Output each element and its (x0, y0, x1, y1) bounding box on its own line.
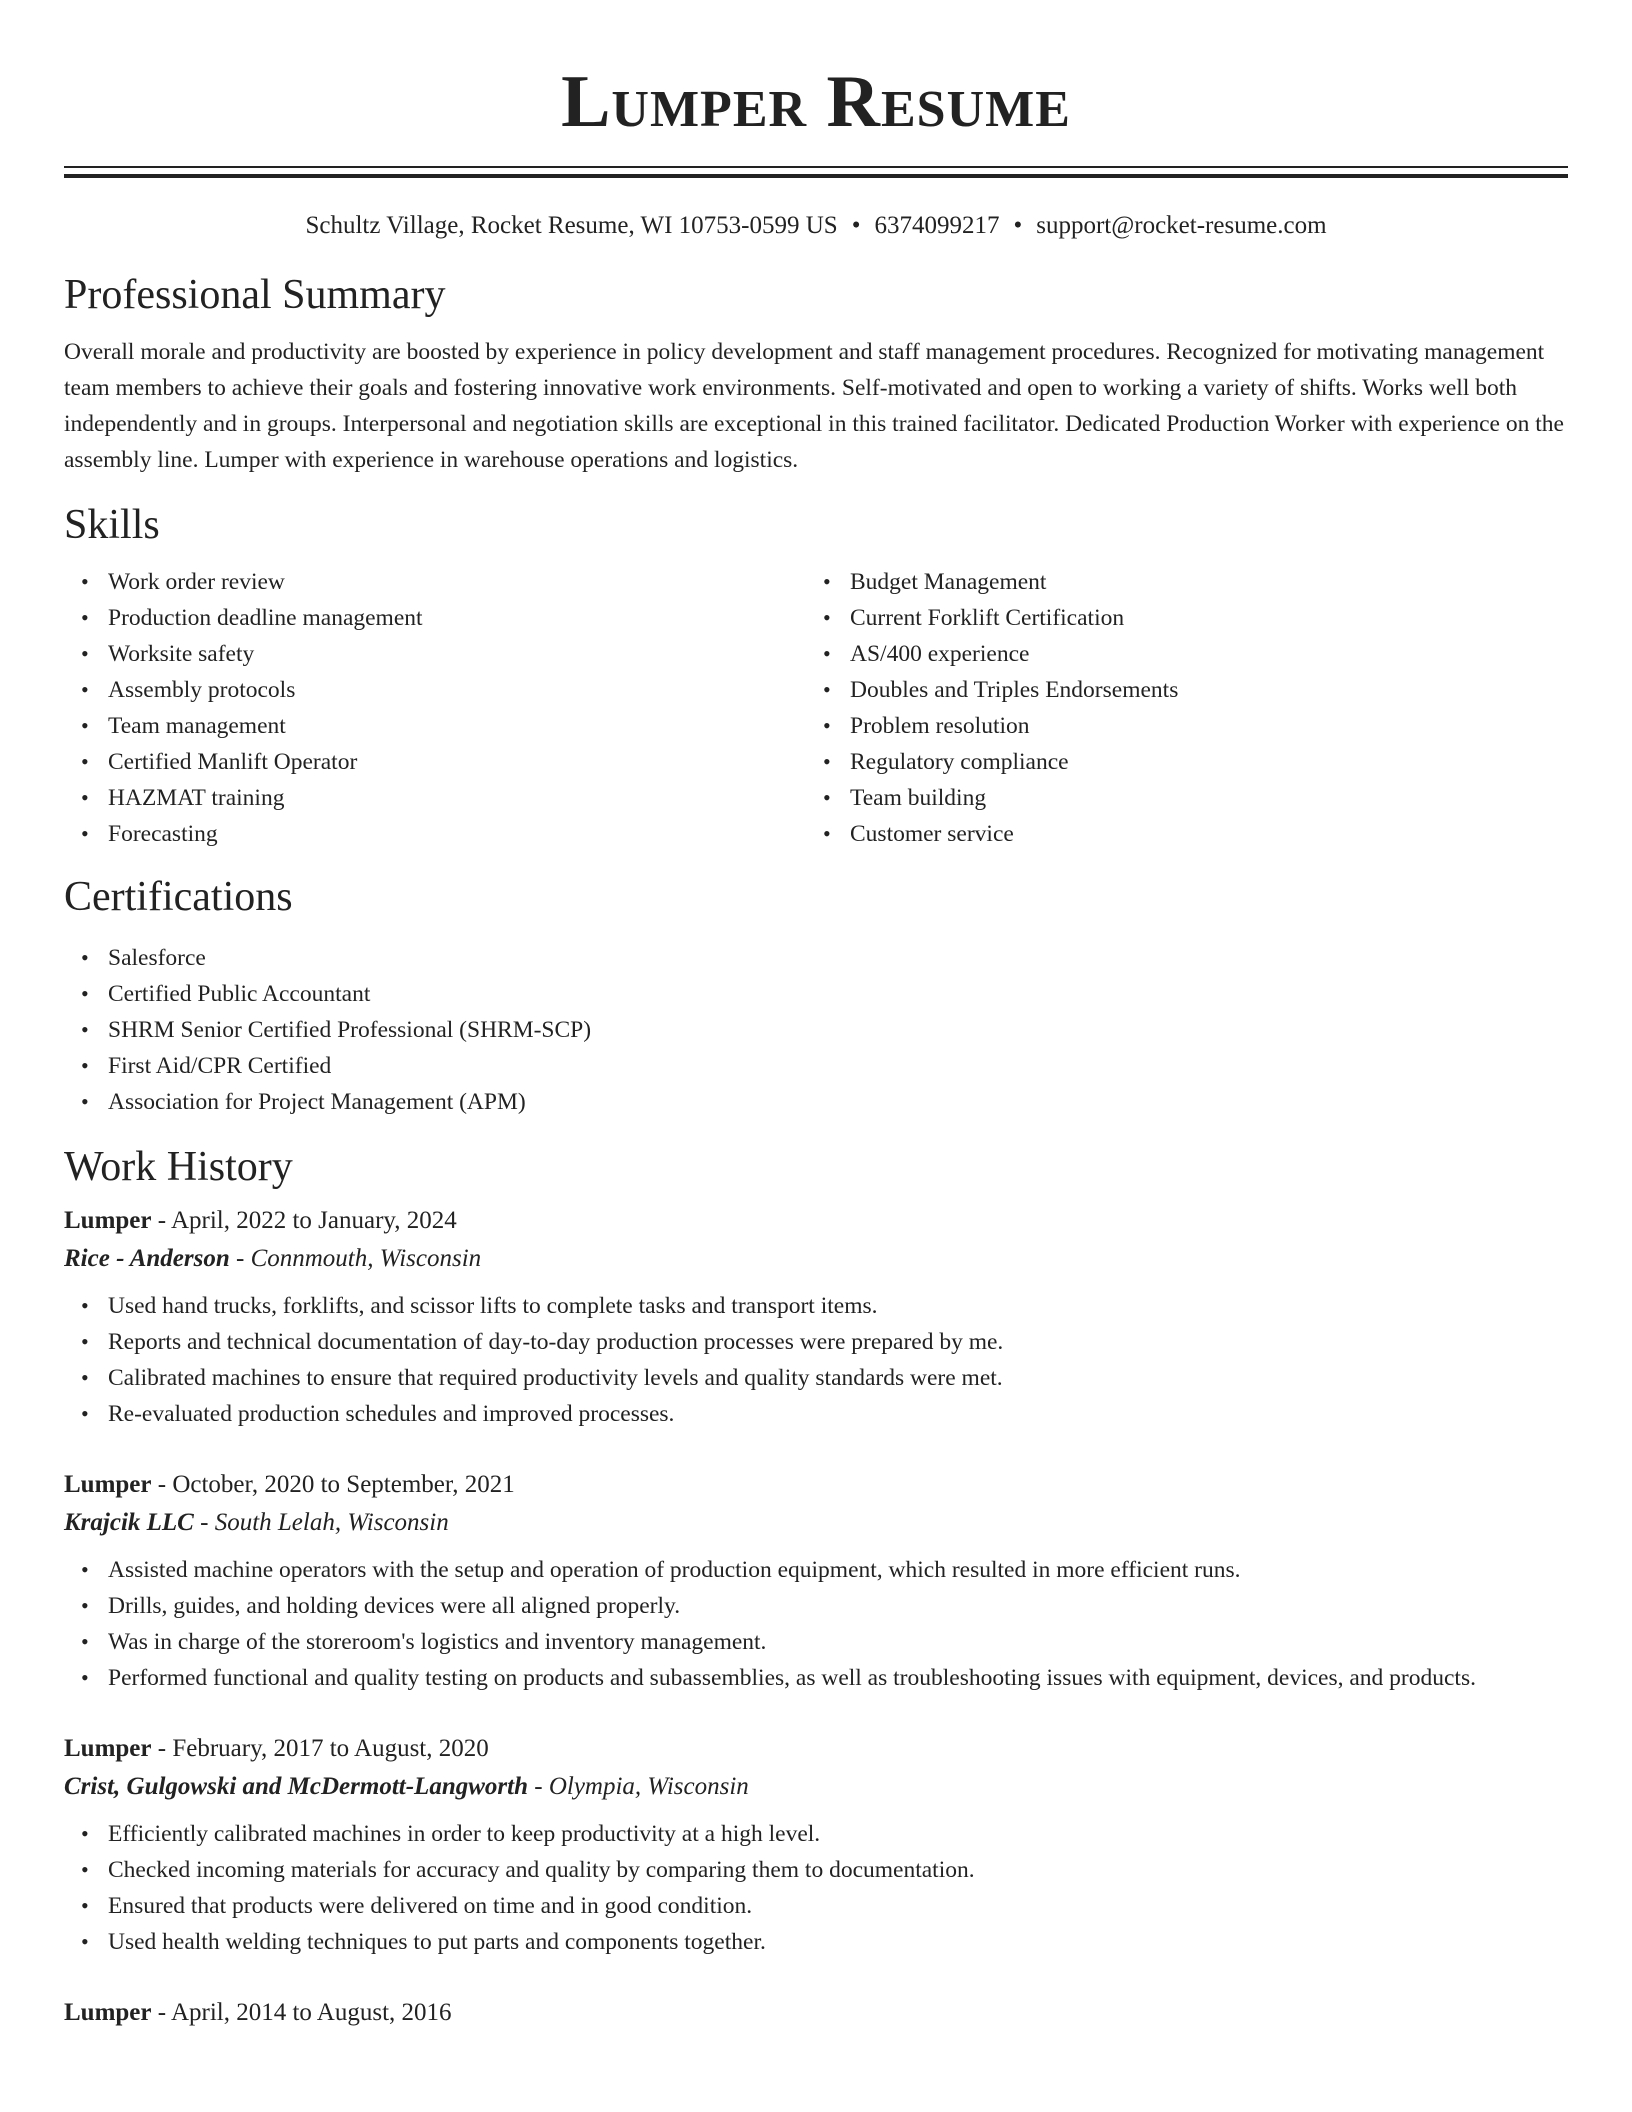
job-entry (64, 1466, 1568, 1696)
job-dates: October, 2020 to September, 2021 (172, 1471, 515, 1498)
job-dates: April, 2022 to January, 2024 (170, 1207, 457, 1234)
skill-item: • AS/400 experience (850, 636, 1548, 672)
skill-item: • Budget Management (850, 564, 1548, 600)
job-company-line (64, 1504, 1568, 1542)
skill-item: • Regulatory compliance (850, 744, 1548, 780)
job-company-line (64, 1768, 1568, 1806)
skill-item: • Forecasting (108, 816, 806, 852)
skills-heading: Skills (64, 502, 160, 548)
job-bullet: • Reports and technical documentation of day-to-day production processes were prepared by me. (108, 1324, 1568, 1360)
job-bullet: • Calibrated machines to ensure that required productivity levels and quality standards were met. (108, 1360, 1568, 1396)
skills-columns (64, 564, 1568, 852)
job-dash: - (151, 1207, 171, 1234)
job-bullet: • Drills, guides, and holding devices were all aligned properly. (108, 1588, 1568, 1624)
contact-separator: • (1013, 212, 1023, 239)
job-bullet: • Used hand trucks, forklifts, and scissor lifts to complete tasks and transport items. (108, 1288, 1568, 1324)
skill-item: • Certified Manlift Operator (108, 744, 806, 780)
job-bullet: • Ensured that products were delivered on time and in good condition. (108, 1888, 1568, 1924)
job-location: Olympia, Wisconsin (548, 1773, 749, 1800)
skill-item: • Doubles and Triples Endorsements (850, 672, 1548, 708)
work-history-section (64, 1142, 1568, 2032)
job-bullet: • Was in charge of the storeroom's logistics and inventory management. (108, 1624, 1568, 1660)
skills-column-right (806, 564, 1548, 852)
job-header (64, 1730, 1568, 1768)
skill-item: • Team management (108, 708, 806, 744)
skill-item: • Work order review (108, 564, 806, 600)
job-dash: - (151, 1471, 173, 1498)
skill-item: • HAZMAT training (108, 780, 806, 816)
certification-item: • Certified Public Accountant (108, 976, 1568, 1012)
job-dates: April, 2014 to August, 2016 (170, 1999, 452, 2026)
job-dates: February, 2017 to August, 2020 (172, 1735, 489, 1762)
skill-item: • Customer service (850, 816, 1548, 852)
job-location: South Lelah, Wisconsin (214, 1509, 449, 1536)
job-header (64, 1202, 1568, 1240)
job-company: Rice - Anderson (64, 1245, 230, 1272)
skill-item: • Worksite safety (108, 636, 806, 672)
job-bullet: • Performed functional and quality testing on products and subassemblies, as well as troubleshooting issues with equipment, devices, and products. (108, 1660, 1568, 1696)
job-entry (64, 1202, 1568, 1432)
skills-list-right (806, 564, 1548, 852)
job-dash: - (151, 1735, 173, 1762)
job-bullets (64, 1288, 1568, 1432)
work-history-heading: Work History (64, 1144, 293, 1190)
summary-section (64, 270, 1568, 478)
job-entry (64, 1730, 1568, 1960)
skills-list-left (64, 564, 806, 852)
job-bullet: • Efficiently calibrated machines in order to keep productivity at a high level. (108, 1816, 1568, 1852)
job-bullet: • Assisted machine operators with the setup and operation of production equipment, which resulted in more efficient runs. (108, 1552, 1568, 1588)
job-bullets (64, 1816, 1568, 1960)
certifications-section (64, 872, 1568, 1120)
job-dash: - (151, 1999, 171, 2026)
job-header (64, 1466, 1568, 1504)
job-company-line (64, 1240, 1568, 1278)
job-bullet: • Checked incoming materials for accuracy and quality by comparing them to documentation. (108, 1852, 1568, 1888)
job-entry (64, 1994, 1568, 2032)
job-dash: - (229, 1245, 251, 1272)
skill-item: • Problem resolution (850, 708, 1548, 744)
skills-column-left (64, 564, 806, 852)
summary-heading: Professional Summary (64, 272, 446, 318)
job-title: Lumper (64, 1207, 152, 1234)
job-dash: - (527, 1773, 549, 1800)
job-title: Lumper (64, 1735, 152, 1762)
title-divider-thin (64, 166, 1568, 168)
skill-item: • Production deadline management (108, 600, 806, 636)
job-header (64, 1994, 1568, 2032)
resume-title: Lumper Resume (561, 61, 1071, 143)
contact-phone: 6374099217 (874, 212, 1000, 239)
job-location: Connmouth, Wisconsin (250, 1245, 482, 1272)
summary-text: Overall morale and productivity are boosted by experience in policy development and staff management procedures. Recognized for motivating management team members to achieve their goals and fostering innovative work environments. Self-motivated and open to working a variety of shifts. Works well both independently and in groups. Interpersonal and negotiation skills are exceptional in this trained facilitator. Dedicated Production Worker with experience on the assembly line. Lumper with experience in warehouse operations and logistics. (64, 339, 1564, 473)
certification-item: • First Aid/CPR Certified (108, 1048, 1568, 1084)
job-title: Lumper (64, 1999, 152, 2026)
job-bullet: • Used health welding techniques to put parts and components together. (108, 1924, 1568, 1960)
certifications-heading: Certifications (64, 874, 293, 920)
certification-item: • Salesforce (108, 940, 1568, 976)
skill-item: • Team building (850, 780, 1548, 816)
skill-item: • Current Forklift Certification (850, 600, 1548, 636)
contact-email: support@rocket-resume.com (1036, 212, 1327, 239)
contact-address: Schultz Village, Rocket Resume, WI 10753-0599 US (305, 212, 838, 239)
contact-separator: • (851, 212, 861, 239)
job-company: Crist, Gulgowski and McDermott-Langworth (64, 1773, 528, 1800)
certifications-list (64, 940, 1568, 1120)
job-title: Lumper (64, 1471, 152, 1498)
certification-item: • Association for Project Management (APM) (108, 1084, 1568, 1120)
title-divider-thick (64, 174, 1568, 178)
job-company: Krajcik LLC (64, 1509, 194, 1536)
contact-line (64, 210, 1568, 242)
certification-item: • SHRM Senior Certified Professional (SHRM-SCP) (108, 1012, 1568, 1048)
skill-item: • Assembly protocols (108, 672, 806, 708)
job-bullets (64, 1552, 1568, 1696)
skills-section (64, 500, 1568, 852)
job-bullet: • Re-evaluated production schedules and improved processes. (108, 1396, 1568, 1432)
job-dash: - (193, 1509, 215, 1536)
